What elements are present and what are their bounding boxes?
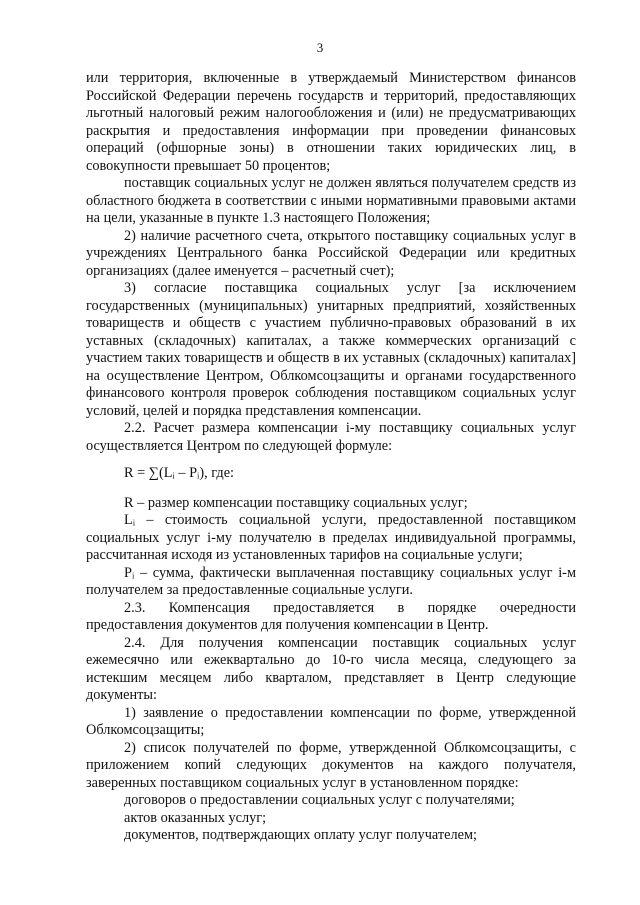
- sub-item-acts: актов оказанных услуг;: [124, 809, 267, 826]
- list-item-recipient-list: 2) список получателей по форме, утвержденной Облкомсоцзащиты, с приложением копий следующих документов на каждого получателя, заверенных поставщиком социальных услуг в установленном порядке:: [86, 739, 576, 791]
- list-item-application: 1) заявление о предоставлении компенсации по форме, утвержденной Облкомсоцзащиты;: [86, 704, 576, 738]
- sub-item-payment-documents: документов, подтверждающих оплату услуг получателем;: [124, 827, 477, 843]
- body-text: [86, 70, 576, 845]
- paragraph-not-budget-recipient: поставщик социальных услуг не должен являться получателем средств из областного бюджета в соответствии с иными нормативными правовыми актами на цели, указанные в пункте 1.3 настоящего Положения;: [86, 175, 576, 226]
- paragraph-2-2-calculation: 2.2. Расчет размера компенсации i-му поставщику социальных услуг осуществляется Центром по следующей формуле:: [86, 420, 576, 454]
- formula-term-r: R – размер компенсации поставщику социальных услуг;: [124, 494, 468, 511]
- compensation-formula: R = ∑(Lᵢ – Pᵢ), где:: [124, 465, 235, 481]
- paragraph-settlement-account: 2) наличие расчетного счета, открытого поставщику социальных услуг в учреждениях Центрального банка Российской Федерации или кредитных организациях (далее именуется – расчетный счет);: [86, 227, 576, 279]
- page-number: 3: [316, 40, 324, 55]
- paragraph-offshore-continued: или территория, включенные в утверждаемый Министерством финансов Российской Федерации перечень государств и территорий, предоставляющих льготный налоговый режим налогообложения и (или) не предусматривающих раскрытия и предоставления информации при проведении финансовых операций (офшорные зоны) в отношении таких юридических лиц, в совокупности превышает 50 процентов;: [86, 70, 576, 174]
- formula-term-l: Lᵢ – стоимость социальной услуги, предоставленной поставщиком социальных услуг i-му получателю в пределах индивидуальной программы, рассчитанная исходя из установленных тарифов на социальные услуги;: [86, 512, 576, 563]
- sub-item-contracts: договоров о предоставлении социальных услуг с получателями;: [124, 792, 515, 808]
- paragraph-2-3-order: 2.3. Компенсация предоставляется в порядке очередности предоставления документов для получения компенсации в Центр.: [86, 599, 576, 633]
- paragraph-consent-to-inspection: 3) согласие поставщика социальных услуг [за исключением государственных (муниципальных) унитарных предприятий, хозяйственных товариществ и обществ с участием публично-правовых образований в их уставных (складочных) капиталах, а также коммерческих организаций с участием таких товариществ и обществ в их уставных (складочных) капиталах] на осуществление Центром, Облкомсоцзащиты и органами государственного финансового контроля проверок соблюдения поставщиком социальных услуг условий, целей и порядка представления компенсации.: [86, 280, 576, 419]
- paragraph-2-4-documents: 2.4. Для получения компенсации поставщик социальных услуг ежемесячно или ежеквартально до 10-го числа месяца, следующего за истекшим месяцем либо кварталом, представляет в Центр следующие документы:: [86, 634, 576, 703]
- formula-term-p: Pᵢ – сумма, фактически выплаченная поставщику социальных услуг i-м получателем за предоставленные социальные услуги.: [86, 564, 576, 598]
